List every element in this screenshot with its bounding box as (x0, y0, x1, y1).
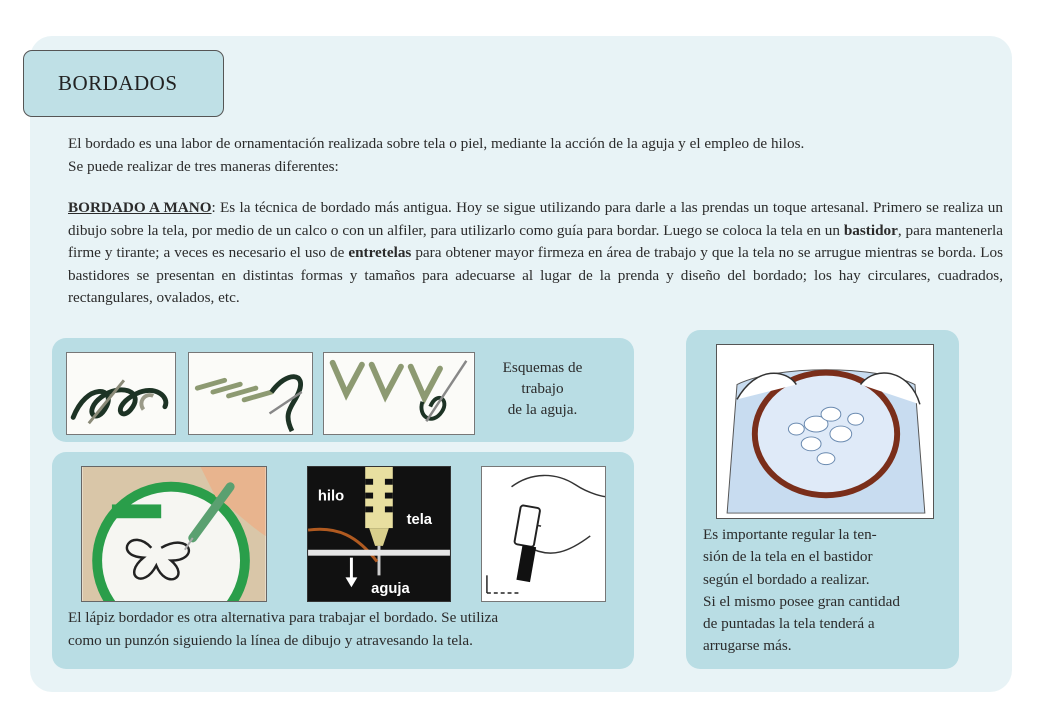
intro-line-2: Se puede realizar de tres maneras diferentes: (68, 157, 339, 175)
pencil-text-line-2: como un punzón siguiendo la línea de dibujo y atravesando la tela. (68, 631, 473, 649)
caption-line-2: trabajo (521, 380, 564, 397)
entretelas-term: entretelas (348, 244, 412, 261)
stem-stitch-image (188, 352, 313, 435)
hoop-illustration (716, 344, 934, 519)
page-title: BORDADOS (23, 50, 224, 117)
caption-line-1: Esquemas de (502, 359, 583, 376)
intro-line-1: El bordado es una labor de ornamentación realizada sobre tela o piel, mediante la acción de la aguja y el empleo de hilos. (68, 135, 805, 152)
tension-line-6: arrugarse más. (703, 637, 792, 655)
pencil-in-use-photo (81, 466, 267, 602)
tension-line-1: Es importante regular la ten- (703, 526, 877, 543)
chain-stitch-image (66, 352, 176, 435)
hand-text-part-3: para obtener mayor firmeza en área de trabajo y que la tela no se arrugue mientras se borda. Los bastidores se presentan en distintas formas y tamaños para adecuarse al lugar de la prenda y diseño del bordado; los hay circulares, cuadrados, rectangulares, ovalados, etc. (68, 244, 1003, 306)
tension-line-5: de puntadas la tela tenderá a (703, 615, 875, 633)
hand-embroidery-paragraph (68, 197, 1003, 310)
caption-line-3: de la aguja. (507, 401, 578, 418)
hand-embroidery-heading: BORDADO A MANO (68, 199, 212, 216)
tension-line-3: según el bordado a realizar. (703, 570, 870, 588)
hand-text-part-1: : Es la técnica de bordado más antigua. Hoy se sigue utilizando para darle a las prendas un toque artesanal. Primero se realiza un dibujo sobre la tela, por medio de un calco o con un alfiler, para utilizarlo como guía para bordar. Luego se coloca la tela en un (68, 199, 1003, 239)
tension-line-4: Si el mismo posee gran cantidad (703, 592, 900, 610)
pencil-hand-drawing (481, 466, 606, 602)
bastidor-term: bastidor (843, 221, 898, 239)
fabric-label: tela (406, 512, 433, 529)
pencil-description (68, 607, 628, 652)
tension-line-2: sión de la tela en el bastidor (703, 548, 873, 566)
needle-label: aguja (371, 581, 410, 598)
thread-label: hilo (317, 488, 345, 505)
intro-paragraph (68, 133, 998, 178)
hoop-tension-text (703, 524, 955, 658)
pencil-diagram (307, 466, 451, 602)
fly-stitch-image (323, 352, 475, 435)
pencil-text-line-1: El lápiz bordador es otra alternativa para trabajar el bordado. Se utiliza (68, 609, 499, 626)
needle-schemes-caption (485, 357, 600, 420)
hand-text-part-2: , para mantenerla firme y tirante; a veces es necesario el uso de (68, 221, 1003, 261)
